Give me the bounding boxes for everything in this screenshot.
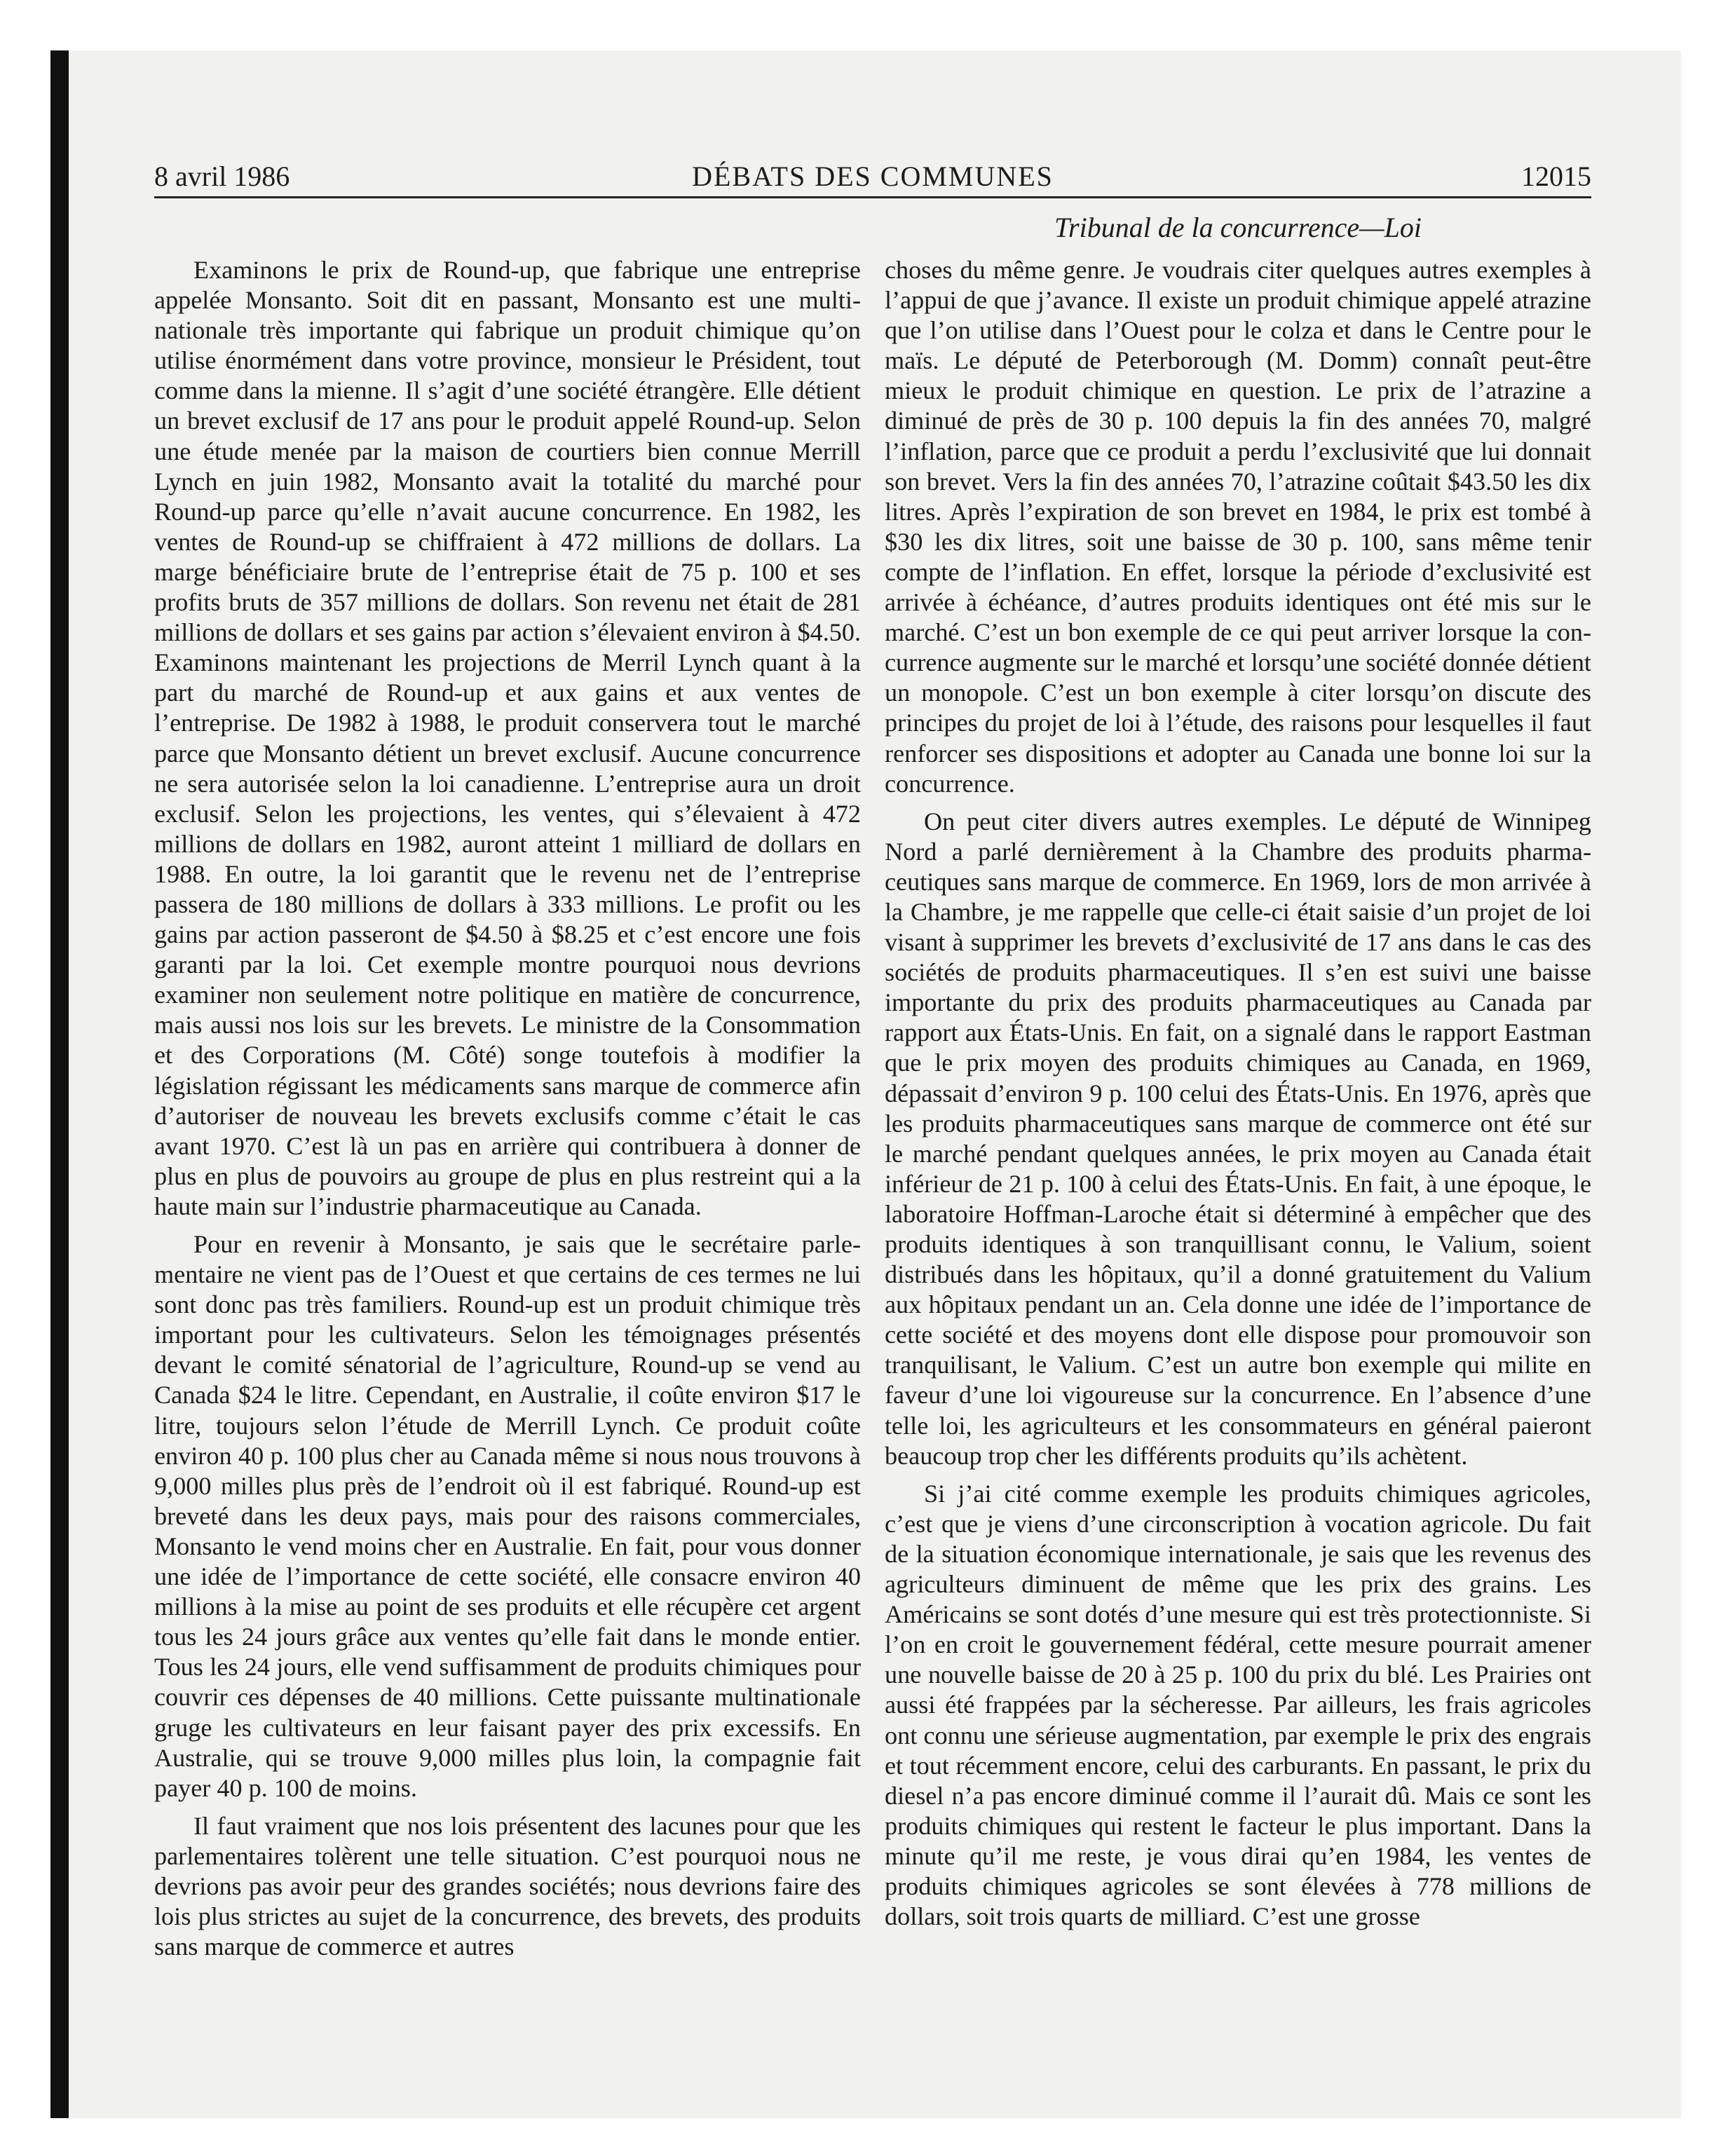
scan-border <box>50 50 69 2118</box>
header-date: 8 avril 1986 <box>154 161 290 192</box>
header-title: DÉBATS DES COMMUNES <box>692 161 1054 192</box>
right-column <box>885 255 1591 1939</box>
paragraph: On peut citer divers autres exemples. Le député de Winnipeg Nord a parlé dernièrement à la Chambre des produits pharmaceutiques sans marque de commerce. En 1969, lors de mon arrivée à la Chambre, je me rappelle que celle-ci était saisie d’un projet de loi visant à supprimer les brevets d’exclusivité de 17 ans dans le cas des sociétés de produits pharmaceutiques. Il s’en est suivi une baisse importante du prix des produits pharmaceutiques au Canada par rapport aux États-Unis. En fait, on a signalé dans le rapport Eastman que le prix moyen des produits chimiques au Canada, en 1969, dépassait d’environ 9 p. 100 celui des États-Unis. En 1976, après que les produits pharmaceutiques sans marque de commerce ont été sur le marché pendant quelques années, le prix moyen au Canada était inférieur de 21 p. 100 à celui des États-Unis. En fait, à une époque, le laboratoire Hoffman-Laroche était si déterminé à empêcher que des produits identiques à son tranquillisant connu, le Valium, soient distribués dans les hôpitaux, qu’il a donné gratuitement du Valium aux hôpitaux pendant un an. Cela donne une idée de l’importance de cette société et des moyens dont elle dispose pour promouvoir son tranquilisant, le Valium. C’est un autre bon exemple qui milite en faveur d’une loi vigoureuse sur la concurrence. En l’absence d’une telle loi, les agriculteurs et les consommateurs en général paieront beaucoup trop cher les différents produits qu’ils achètent. <box>885 807 1591 1470</box>
paragraph: choses du même genre. Je voudrais citer quelques autres exemples à l’appui de que j’avance. Il existe un produit chimique appelé atrazine que l’on utilise dans l’Ouest pour le colza et dans le Centre pour le maïs. Le député de Peterborough (M. Domm) connaît peut-être mieux le produit chimique en question. Le prix de l’atrazine a diminué de près de 30 p. 100 depuis la fin des années 70, malgré l’inflation, parce que ce produit a perdu l’exclusivité que lui donnait son brevet. Vers la fin des années 70, l’atrazine coûtait $43.50 les dix litres. Après l’expiration de son brevet en 1984, le prix est tombé à $30 les dix litres, soit une baisse de 30 p. 100, sans même tenir compte de l’inflation. En effet, lorsque la période d’exclusivité est arrivée à échéance, d’autres produits identiques ont été mis sur le marché. C’est un bon exemple de ce qui peut arriver lorsque la concurrence augmente sur le marché et lorsqu’une société donnée détient un monopole. C’est un bon exemple à citer lorsqu’on discute des principes du projet de loi à l’étude, des raisons pour lesquelles il faut renforcer ses dispositions et adopter au Canada une bonne loi sur la concurrence. <box>885 256 1591 798</box>
left-column <box>154 255 861 1970</box>
header-rule <box>154 196 1591 198</box>
page-header <box>154 160 1591 193</box>
running-head: Tribunal de la concurrence—Loi <box>1054 212 1422 243</box>
paragraph: Examinons le prix de Round-up, que fabrique une entreprise appelée Monsanto. Soit dit en passant, Monsanto est une multinationale très importante qui fabrique un produit chimique qu’on utilise énormément dans votre province, monsieur le Président, tout comme dans la mienne. Il s’agit d’une société étrangère. Elle détient un brevet exclusif de 17 ans pour le produit appelé Round-up. Selon une étude menée par la maison de courtiers bien connue Merrill Lynch en juin 1982, Monsanto avait la totalité du marché pour Round-up parce qu’elle n’avait aucune concurrence. En 1982, les ventes de Round-up se chiffraient à 472 millions de dollars. La marge bénéficiaire brute de l’entreprise était de 75 p. 100 et ses profits bruts de 357 millions de dollars. Son revenu net était de 281 millions de dollars et ses gains par action s’élevaient environ à $4.50. Examinons maintenant les projections de Merril Lynch quant à la part du marché de Round-up et aux gains et aux ventes de l’entreprise. De 1982 à 1988, le produit conservera tout le marché parce que Monsanto détient un brevet exclusif. Aucune concurrence ne sera autorisée selon la loi canadienne. L’entreprise aura un droit exclusif. Selon les projections, les ventes, qui s’élevaient à 472 millions de dollars en 1982, auront atteint 1 milliard de dollars en 1988. En outre, la loi garantit que le revenu net de l’entreprise passera de 180 millions de dollars à 333 millions. Le profit ou les gains par action passeront de $4.50 à $8.25 et c’est encore une fois garanti par la loi. Cet exemple montre pourquoi nous devrions examiner non seulement notre politique en matière de concurrence, mais aussi nos lois sur les brevets. Le ministre de la Consommation et des Corporations (M. Côté) songe toutefois à modifier la législation régissant les médicaments sans marque de commerce afin d’autoriser de nouveau les brevets exclusifs comme c’était le cas avant 1970. C’est là un pas en arrière qui contribuera à donner de plus en plus de pouvoirs au groupe de plus en plus restreint qui a la haute main sur l’industrie pharmaceutique au Canada. <box>154 256 861 1220</box>
paragraph: Pour en revenir à Monsanto, je sais que le secrétaire parlementaire ne vient pas de l’Ouest et que certains de ces termes ne lui sont donc pas très familiers. Round-up est un produit chimique très important pour les cultivateurs. Selon les témoignages présentés devant le comité sénatorial de l’agriculture, Round-up se vend au Canada $24 le litre. Cependant, en Australie, il coûte environ $17 le litre, toujours selon l’étude de Merrill Lynch. Ce produit coûte environ 40 p. 100 plus cher au Canada même si nous nous trouvons à 9,000 milles plus près de l’endroit où il est fabriqué. Round-up est breveté dans les deux pays, mais pour des raisons commerciales, Monsanto le vend moins cher en Australie. En fait, pour vous donner une idée de l’importance de cette société, elle consacre environ 40 millions à la mise au point de ses produits et elle récupère cet argent tous les 24 jours grâce aux ventes qu’elle fait dans le monde entier. Tous les 24 jours, elle vend suffisamment de produits chimiques pour couvrir ces dépenses de 40 millions. Cette puissante multinationale gruge les cultivateurs en leur faisant payer des prix excessifs. En Australie, qui se trouve 9,000 milles plus loin, la compagnie fait payer 40 p. 100 de moins. <box>154 1230 861 1802</box>
page-number: 12015 <box>1521 161 1591 192</box>
paragraph: Si j’ai cité comme exemple les produits chimiques agricoles, c’est que je viens d’une circonscription à vocation agricole. Du fait de la situation économique internationale, je sais que les revenus des agriculteurs diminuent de même que les prix des grains. Les Américains se sont dotés d’une mesure qui est très protectionniste. Si l’on en croit le gouvernement fédéral, cette mesure pourrait amener une nouvelle baisse de 20 à 25 p. 100 du prix du blé. Les Prairies ont aussi été frappées par la sécheresse. Par ailleurs, les frais agricoles ont connu une sérieuse augmentation, par exemple le prix des engrais et tout récemment encore, celui des carburants. En passant, le prix du diesel n’a pas encore diminué comme il l’aurait dû. Mais ce sont les produits chimiques qui restent le facteur le plus important. Dans la minute qu’il me reste, je vous dirai qu’en 1984, les ventes de produits chimiques agricoles se sont élevées à 778 millions de dollars, soit trois quarts de milliard. C’est une grosse <box>885 1479 1591 1931</box>
paragraph: Il faut vraiment que nos lois présentent des lacunes pour que les parlementaires tolèrent une telle situation. C’est pourquoi nous ne devrions pas avoir peur des grandes sociétés; nous devrions faire des lois plus strictes au sujet de la concurrence, des brevets, des produits sans marque de commerce et autres <box>154 1811 861 1961</box>
